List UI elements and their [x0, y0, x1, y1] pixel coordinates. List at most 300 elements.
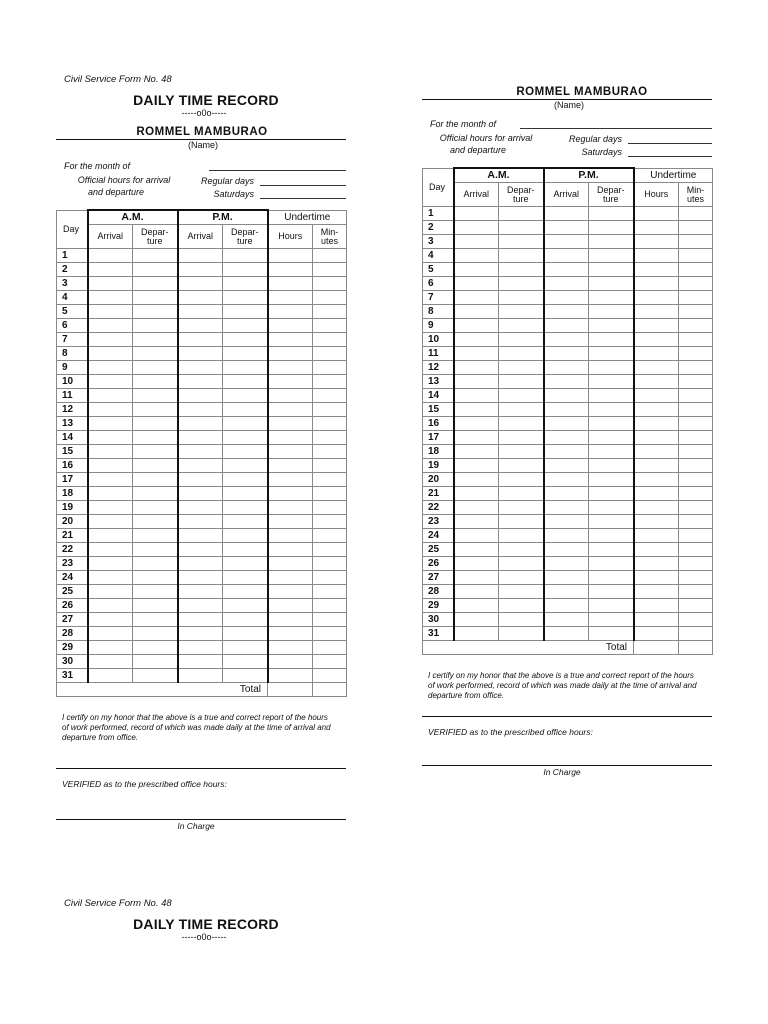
undertime-minutes-cell[interactable] [679, 557, 713, 571]
undertime-hours-cell[interactable] [634, 529, 679, 543]
undertime-hours-cell[interactable] [634, 431, 679, 445]
undertime-minutes-cell[interactable] [679, 543, 713, 557]
pm-arrival-cell[interactable] [178, 655, 223, 669]
undertime-minutes-cell[interactable] [313, 557, 347, 571]
pm-departure-cell[interactable] [589, 543, 634, 557]
undertime-hours-cell[interactable] [268, 529, 313, 543]
pm-arrival-cell[interactable] [544, 529, 589, 543]
am-departure-cell[interactable] [133, 655, 178, 669]
am-arrival-cell[interactable] [454, 291, 499, 305]
am-departure-cell[interactable] [133, 515, 178, 529]
am-departure-cell[interactable] [499, 445, 544, 459]
undertime-hours-cell[interactable] [268, 263, 313, 277]
undertime-hours-cell[interactable] [634, 361, 679, 375]
employee-signature-line[interactable] [422, 716, 712, 717]
am-departure-cell[interactable] [499, 291, 544, 305]
undertime-hours-cell[interactable] [268, 291, 313, 305]
undertime-minutes-cell[interactable] [679, 417, 713, 431]
am-departure-cell[interactable] [499, 347, 544, 361]
undertime-hours-cell[interactable] [268, 361, 313, 375]
undertime-hours-cell[interactable] [268, 333, 313, 347]
undertime-minutes-cell[interactable] [313, 445, 347, 459]
am-arrival-cell[interactable] [88, 585, 133, 599]
undertime-hours-cell[interactable] [268, 557, 313, 571]
am-departure-cell[interactable] [133, 473, 178, 487]
undertime-hours-cell[interactable] [268, 389, 313, 403]
pm-departure-cell[interactable] [223, 473, 268, 487]
undertime-minutes-cell[interactable] [313, 431, 347, 445]
am-departure-cell[interactable] [133, 543, 178, 557]
undertime-hours-cell[interactable] [634, 445, 679, 459]
pm-arrival-cell[interactable] [178, 389, 223, 403]
am-arrival-cell[interactable] [88, 277, 133, 291]
undertime-hours-cell[interactable] [268, 375, 313, 389]
pm-departure-cell[interactable] [589, 571, 634, 585]
undertime-hours-cell[interactable] [268, 599, 313, 613]
am-departure-cell[interactable] [499, 571, 544, 585]
undertime-minutes-cell[interactable] [679, 221, 713, 235]
undertime-minutes-cell[interactable] [679, 319, 713, 333]
undertime-minutes-cell[interactable] [313, 249, 347, 263]
am-departure-cell[interactable] [133, 487, 178, 501]
undertime-minutes-cell[interactable] [679, 291, 713, 305]
am-arrival-cell[interactable] [454, 431, 499, 445]
pm-arrival-cell[interactable] [178, 641, 223, 655]
am-departure-cell[interactable] [499, 613, 544, 627]
am-arrival-cell[interactable] [454, 403, 499, 417]
undertime-hours-cell[interactable] [634, 487, 679, 501]
pm-arrival-cell[interactable] [544, 277, 589, 291]
pm-departure-cell[interactable] [223, 389, 268, 403]
undertime-minutes-cell[interactable] [679, 599, 713, 613]
total-minutes-cell[interactable] [679, 641, 713, 655]
am-arrival-cell[interactable] [88, 305, 133, 319]
am-departure-cell[interactable] [133, 389, 178, 403]
undertime-minutes-cell[interactable] [679, 375, 713, 389]
am-departure-cell[interactable] [133, 375, 178, 389]
am-arrival-cell[interactable] [88, 459, 133, 473]
pm-departure-cell[interactable] [589, 627, 634, 641]
pm-arrival-cell[interactable] [544, 403, 589, 417]
pm-departure-cell[interactable] [589, 557, 634, 571]
am-departure-cell[interactable] [133, 459, 178, 473]
pm-arrival-cell[interactable] [544, 473, 589, 487]
undertime-minutes-cell[interactable] [679, 487, 713, 501]
pm-departure-cell[interactable] [223, 459, 268, 473]
undertime-minutes-cell[interactable] [313, 627, 347, 641]
undertime-minutes-cell[interactable] [679, 207, 713, 221]
am-arrival-cell[interactable] [88, 473, 133, 487]
pm-arrival-cell[interactable] [178, 543, 223, 557]
am-arrival-cell[interactable] [88, 319, 133, 333]
am-departure-cell[interactable] [133, 641, 178, 655]
pm-arrival-cell[interactable] [178, 403, 223, 417]
am-departure-cell[interactable] [499, 459, 544, 473]
am-departure-cell[interactable] [133, 557, 178, 571]
pm-arrival-cell[interactable] [544, 515, 589, 529]
undertime-hours-cell[interactable] [634, 613, 679, 627]
undertime-hours-cell[interactable] [268, 319, 313, 333]
pm-arrival-cell[interactable] [544, 543, 589, 557]
pm-arrival-cell[interactable] [178, 557, 223, 571]
undertime-minutes-cell[interactable] [679, 501, 713, 515]
am-departure-cell[interactable] [133, 333, 178, 347]
am-departure-cell[interactable] [499, 221, 544, 235]
undertime-hours-cell[interactable] [634, 221, 679, 235]
am-departure-cell[interactable] [499, 305, 544, 319]
pm-arrival-cell[interactable] [178, 473, 223, 487]
undertime-minutes-cell[interactable] [313, 305, 347, 319]
am-arrival-cell[interactable] [88, 347, 133, 361]
pm-arrival-cell[interactable] [544, 459, 589, 473]
undertime-hours-cell[interactable] [634, 347, 679, 361]
am-arrival-cell[interactable] [454, 249, 499, 263]
am-departure-cell[interactable] [499, 529, 544, 543]
undertime-hours-cell[interactable] [268, 613, 313, 627]
undertime-minutes-cell[interactable] [313, 529, 347, 543]
undertime-minutes-cell[interactable] [313, 515, 347, 529]
am-departure-cell[interactable] [499, 277, 544, 291]
pm-departure-cell[interactable] [223, 585, 268, 599]
undertime-hours-cell[interactable] [634, 249, 679, 263]
saturdays-field[interactable] [628, 146, 712, 157]
am-departure-cell[interactable] [499, 515, 544, 529]
pm-arrival-cell[interactable] [544, 487, 589, 501]
undertime-hours-cell[interactable] [268, 445, 313, 459]
pm-arrival-cell[interactable] [178, 347, 223, 361]
pm-arrival-cell[interactable] [544, 557, 589, 571]
total-hours-cell[interactable] [268, 683, 313, 697]
undertime-hours-cell[interactable] [634, 291, 679, 305]
am-departure-cell[interactable] [133, 501, 178, 515]
pm-departure-cell[interactable] [589, 403, 634, 417]
undertime-hours-cell[interactable] [634, 319, 679, 333]
undertime-hours-cell[interactable] [268, 459, 313, 473]
pm-arrival-cell[interactable] [544, 333, 589, 347]
undertime-hours-cell[interactable] [634, 459, 679, 473]
undertime-minutes-cell[interactable] [313, 263, 347, 277]
undertime-hours-cell[interactable] [634, 333, 679, 347]
am-departure-cell[interactable] [499, 361, 544, 375]
pm-arrival-cell[interactable] [544, 627, 589, 641]
employee-signature-line[interactable] [56, 768, 346, 769]
am-departure-cell[interactable] [499, 319, 544, 333]
undertime-minutes-cell[interactable] [679, 249, 713, 263]
pm-departure-cell[interactable] [223, 333, 268, 347]
saturdays-field[interactable] [260, 188, 346, 199]
am-arrival-cell[interactable] [88, 361, 133, 375]
am-arrival-cell[interactable] [454, 571, 499, 585]
am-departure-cell[interactable] [133, 347, 178, 361]
month-field[interactable] [520, 118, 712, 129]
pm-departure-cell[interactable] [589, 235, 634, 249]
total-minutes-cell[interactable] [313, 683, 347, 697]
am-departure-cell[interactable] [499, 585, 544, 599]
pm-arrival-cell[interactable] [544, 431, 589, 445]
am-departure-cell[interactable] [499, 473, 544, 487]
am-arrival-cell[interactable] [88, 291, 133, 305]
undertime-hours-cell[interactable] [634, 557, 679, 571]
pm-departure-cell[interactable] [589, 221, 634, 235]
undertime-minutes-cell[interactable] [313, 473, 347, 487]
am-departure-cell[interactable] [133, 627, 178, 641]
am-arrival-cell[interactable] [88, 515, 133, 529]
undertime-minutes-cell[interactable] [679, 515, 713, 529]
am-departure-cell[interactable] [499, 627, 544, 641]
undertime-minutes-cell[interactable] [679, 305, 713, 319]
pm-departure-cell[interactable] [223, 249, 268, 263]
pm-departure-cell[interactable] [589, 473, 634, 487]
am-arrival-cell[interactable] [454, 557, 499, 571]
regular-days-field[interactable] [628, 133, 712, 144]
supervisor-signature-line[interactable] [422, 765, 712, 766]
pm-departure-cell[interactable] [223, 669, 268, 683]
pm-departure-cell[interactable] [589, 585, 634, 599]
undertime-minutes-cell[interactable] [679, 459, 713, 473]
am-arrival-cell[interactable] [454, 207, 499, 221]
undertime-hours-cell[interactable] [268, 431, 313, 445]
undertime-hours-cell[interactable] [634, 501, 679, 515]
pm-arrival-cell[interactable] [178, 361, 223, 375]
pm-arrival-cell[interactable] [178, 333, 223, 347]
undertime-hours-cell[interactable] [634, 543, 679, 557]
pm-arrival-cell[interactable] [544, 361, 589, 375]
undertime-minutes-cell[interactable] [679, 571, 713, 585]
undertime-minutes-cell[interactable] [679, 473, 713, 487]
undertime-minutes-cell[interactable] [313, 333, 347, 347]
pm-arrival-cell[interactable] [178, 277, 223, 291]
undertime-hours-cell[interactable] [268, 473, 313, 487]
am-departure-cell[interactable] [133, 613, 178, 627]
pm-departure-cell[interactable] [223, 515, 268, 529]
am-departure-cell[interactable] [499, 543, 544, 557]
am-arrival-cell[interactable] [454, 585, 499, 599]
pm-arrival-cell[interactable] [178, 501, 223, 515]
am-departure-cell[interactable] [133, 249, 178, 263]
undertime-minutes-cell[interactable] [679, 613, 713, 627]
pm-arrival-cell[interactable] [544, 319, 589, 333]
undertime-hours-cell[interactable] [268, 627, 313, 641]
undertime-minutes-cell[interactable] [313, 361, 347, 375]
am-arrival-cell[interactable] [88, 501, 133, 515]
pm-departure-cell[interactable] [589, 487, 634, 501]
undertime-hours-cell[interactable] [268, 347, 313, 361]
am-arrival-cell[interactable] [88, 375, 133, 389]
pm-arrival-cell[interactable] [178, 417, 223, 431]
pm-arrival-cell[interactable] [178, 305, 223, 319]
undertime-hours-cell[interactable] [268, 417, 313, 431]
pm-departure-cell[interactable] [589, 613, 634, 627]
am-departure-cell[interactable] [499, 501, 544, 515]
pm-departure-cell[interactable] [223, 305, 268, 319]
undertime-hours-cell[interactable] [634, 277, 679, 291]
undertime-minutes-cell[interactable] [679, 585, 713, 599]
undertime-minutes-cell[interactable] [679, 627, 713, 641]
pm-arrival-cell[interactable] [544, 585, 589, 599]
am-departure-cell[interactable] [499, 431, 544, 445]
pm-arrival-cell[interactable] [544, 389, 589, 403]
undertime-hours-cell[interactable] [634, 305, 679, 319]
undertime-minutes-cell[interactable] [313, 375, 347, 389]
pm-departure-cell[interactable] [589, 347, 634, 361]
undertime-hours-cell[interactable] [268, 305, 313, 319]
am-departure-cell[interactable] [499, 207, 544, 221]
pm-arrival-cell[interactable] [544, 417, 589, 431]
undertime-hours-cell[interactable] [268, 571, 313, 585]
am-arrival-cell[interactable] [454, 221, 499, 235]
undertime-minutes-cell[interactable] [313, 487, 347, 501]
am-departure-cell[interactable] [499, 487, 544, 501]
am-departure-cell[interactable] [133, 585, 178, 599]
pm-departure-cell[interactable] [589, 417, 634, 431]
undertime-hours-cell[interactable] [268, 655, 313, 669]
pm-departure-cell[interactable] [223, 375, 268, 389]
total-hours-cell[interactable] [634, 641, 679, 655]
undertime-minutes-cell[interactable] [313, 543, 347, 557]
pm-departure-cell[interactable] [223, 403, 268, 417]
pm-arrival-cell[interactable] [178, 487, 223, 501]
undertime-hours-cell[interactable] [268, 543, 313, 557]
pm-arrival-cell[interactable] [544, 501, 589, 515]
pm-departure-cell[interactable] [223, 627, 268, 641]
am-arrival-cell[interactable] [454, 599, 499, 613]
am-arrival-cell[interactable] [454, 263, 499, 277]
pm-arrival-cell[interactable] [544, 249, 589, 263]
undertime-hours-cell[interactable] [268, 501, 313, 515]
pm-arrival-cell[interactable] [178, 291, 223, 305]
undertime-minutes-cell[interactable] [313, 585, 347, 599]
pm-departure-cell[interactable] [223, 319, 268, 333]
pm-arrival-cell[interactable] [178, 529, 223, 543]
am-departure-cell[interactable] [499, 557, 544, 571]
pm-departure-cell[interactable] [589, 305, 634, 319]
undertime-hours-cell[interactable] [268, 585, 313, 599]
am-departure-cell[interactable] [499, 333, 544, 347]
am-arrival-cell[interactable] [88, 389, 133, 403]
undertime-hours-cell[interactable] [634, 207, 679, 221]
undertime-minutes-cell[interactable] [313, 291, 347, 305]
pm-departure-cell[interactable] [589, 277, 634, 291]
undertime-minutes-cell[interactable] [679, 277, 713, 291]
am-arrival-cell[interactable] [88, 557, 133, 571]
undertime-minutes-cell[interactable] [313, 571, 347, 585]
undertime-hours-cell[interactable] [634, 515, 679, 529]
pm-departure-cell[interactable] [589, 361, 634, 375]
pm-arrival-cell[interactable] [178, 459, 223, 473]
am-departure-cell[interactable] [133, 431, 178, 445]
undertime-minutes-cell[interactable] [313, 641, 347, 655]
undertime-minutes-cell[interactable] [679, 431, 713, 445]
pm-departure-cell[interactable] [589, 599, 634, 613]
am-arrival-cell[interactable] [454, 361, 499, 375]
am-arrival-cell[interactable] [88, 641, 133, 655]
undertime-minutes-cell[interactable] [313, 599, 347, 613]
pm-arrival-cell[interactable] [178, 249, 223, 263]
pm-arrival-cell[interactable] [544, 599, 589, 613]
supervisor-signature-line[interactable] [56, 819, 346, 820]
undertime-hours-cell[interactable] [634, 375, 679, 389]
pm-departure-cell[interactable] [223, 529, 268, 543]
am-arrival-cell[interactable] [454, 627, 499, 641]
pm-departure-cell[interactable] [223, 347, 268, 361]
am-departure-cell[interactable] [499, 249, 544, 263]
am-departure-cell[interactable] [133, 403, 178, 417]
undertime-hours-cell[interactable] [634, 627, 679, 641]
am-arrival-cell[interactable] [88, 487, 133, 501]
pm-departure-cell[interactable] [223, 655, 268, 669]
am-arrival-cell[interactable] [454, 613, 499, 627]
am-arrival-cell[interactable] [454, 333, 499, 347]
pm-arrival-cell[interactable] [178, 585, 223, 599]
pm-departure-cell[interactable] [223, 487, 268, 501]
am-arrival-cell[interactable] [454, 473, 499, 487]
am-arrival-cell[interactable] [454, 277, 499, 291]
pm-arrival-cell[interactable] [544, 305, 589, 319]
pm-departure-cell[interactable] [589, 319, 634, 333]
pm-departure-cell[interactable] [223, 431, 268, 445]
month-field[interactable] [209, 160, 346, 171]
am-departure-cell[interactable] [133, 571, 178, 585]
am-arrival-cell[interactable] [88, 655, 133, 669]
undertime-hours-cell[interactable] [268, 641, 313, 655]
pm-departure-cell[interactable] [589, 515, 634, 529]
pm-departure-cell[interactable] [223, 641, 268, 655]
am-arrival-cell[interactable] [454, 389, 499, 403]
pm-departure-cell[interactable] [589, 389, 634, 403]
pm-arrival-cell[interactable] [544, 347, 589, 361]
am-departure-cell[interactable] [499, 375, 544, 389]
pm-arrival-cell[interactable] [544, 235, 589, 249]
am-arrival-cell[interactable] [88, 543, 133, 557]
am-arrival-cell[interactable] [454, 319, 499, 333]
am-arrival-cell[interactable] [88, 599, 133, 613]
am-departure-cell[interactable] [133, 277, 178, 291]
undertime-hours-cell[interactable] [268, 669, 313, 683]
am-arrival-cell[interactable] [88, 417, 133, 431]
am-departure-cell[interactable] [133, 417, 178, 431]
am-arrival-cell[interactable] [88, 571, 133, 585]
undertime-minutes-cell[interactable] [679, 333, 713, 347]
undertime-hours-cell[interactable] [634, 571, 679, 585]
pm-arrival-cell[interactable] [178, 263, 223, 277]
pm-departure-cell[interactable] [589, 529, 634, 543]
undertime-hours-cell[interactable] [268, 403, 313, 417]
pm-arrival-cell[interactable] [544, 221, 589, 235]
am-arrival-cell[interactable] [454, 529, 499, 543]
pm-arrival-cell[interactable] [178, 571, 223, 585]
am-departure-cell[interactable] [133, 291, 178, 305]
pm-departure-cell[interactable] [223, 277, 268, 291]
pm-departure-cell[interactable] [589, 333, 634, 347]
undertime-minutes-cell[interactable] [313, 403, 347, 417]
am-departure-cell[interactable] [499, 417, 544, 431]
pm-arrival-cell[interactable] [544, 613, 589, 627]
pm-departure-cell[interactable] [223, 613, 268, 627]
undertime-minutes-cell[interactable] [679, 445, 713, 459]
undertime-minutes-cell[interactable] [679, 403, 713, 417]
pm-arrival-cell[interactable] [178, 375, 223, 389]
undertime-hours-cell[interactable] [634, 473, 679, 487]
pm-departure-cell[interactable] [589, 501, 634, 515]
undertime-hours-cell[interactable] [268, 515, 313, 529]
am-departure-cell[interactable] [133, 263, 178, 277]
undertime-minutes-cell[interactable] [679, 347, 713, 361]
pm-departure-cell[interactable] [223, 263, 268, 277]
pm-arrival-cell[interactable] [178, 669, 223, 683]
pm-arrival-cell[interactable] [544, 207, 589, 221]
am-departure-cell[interactable] [133, 445, 178, 459]
am-arrival-cell[interactable] [454, 459, 499, 473]
